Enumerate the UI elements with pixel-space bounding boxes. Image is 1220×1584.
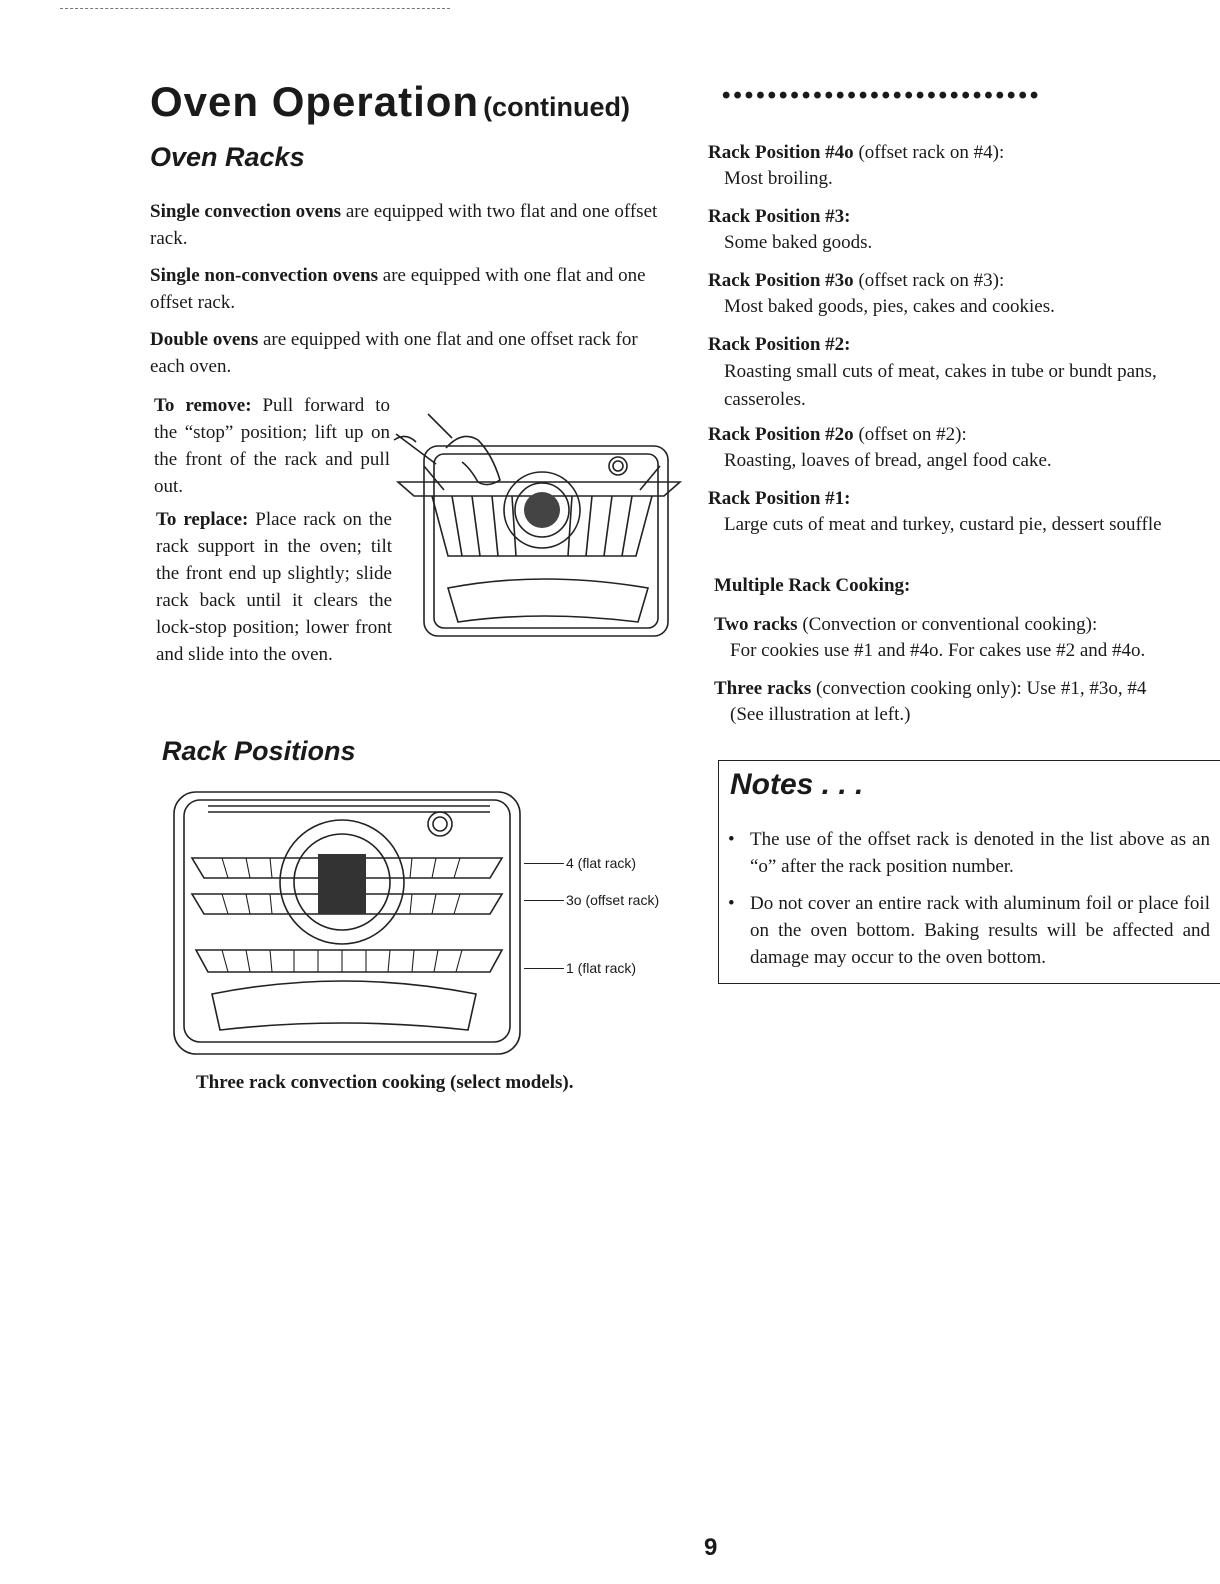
oven-racks-heading: Oven Racks bbox=[150, 142, 305, 172]
title-continued: (continued) bbox=[483, 92, 631, 122]
paragraph-text: are equipped with one flat and one offset rack for each oven. bbox=[150, 329, 638, 377]
leader-line-1 bbox=[524, 968, 564, 969]
bullet-icon: • bbox=[728, 893, 735, 914]
paragraph-bold: Single convection ovens bbox=[150, 201, 342, 222]
paragraph-bold: Single non-convection ovens bbox=[150, 265, 379, 286]
title-dot-leader: •••••••••••••••••••••••••••• bbox=[722, 82, 1042, 109]
rack-position-2 bbox=[708, 332, 1220, 414]
page-number: 9 bbox=[704, 1534, 718, 1561]
three-racks bbox=[714, 676, 1220, 728]
two-racks bbox=[714, 612, 1220, 664]
rack-position-desc-cont: casseroles. bbox=[724, 389, 806, 410]
rack-position-note: (offset rack on #3): bbox=[853, 270, 1005, 291]
rack-position-label: Rack Position #3o bbox=[708, 270, 854, 291]
note-item bbox=[728, 826, 1210, 880]
rack-position-desc: Roasting small cuts of meat, cakes in tube or bundt pans, bbox=[724, 361, 1157, 382]
rack-position-label: Rack Position #3: bbox=[708, 206, 851, 227]
multiple-rack-heading: Multiple Rack Cooking: bbox=[714, 575, 911, 596]
rack-position-label: Rack Position #4o bbox=[708, 142, 854, 163]
to-remove-label: To remove: bbox=[154, 395, 252, 416]
rack-position-label: Rack Position #2: bbox=[708, 334, 851, 355]
rack-position-3 bbox=[708, 204, 1220, 256]
note-item bbox=[728, 890, 1210, 971]
label-rack-1: 1 (flat rack) bbox=[566, 960, 637, 976]
two-racks-label: Two racks bbox=[714, 614, 798, 635]
paragraph-double-ovens bbox=[150, 326, 670, 380]
note-text: Do not cover an entire rack with aluminum foil or place foil on the oven bottom. Baking results will be affected and damage may occur to the oven bottom. bbox=[750, 893, 1210, 968]
label-rack-4: 4 (flat rack) bbox=[566, 855, 637, 871]
paragraph-single-convection bbox=[150, 198, 670, 252]
to-replace-label: To replace: bbox=[156, 509, 249, 530]
note-text: The use of the offset rack is denoted in the list above as an “o” after the rack position number. bbox=[750, 829, 1210, 877]
leader-line-4 bbox=[524, 863, 564, 864]
three-racks-note: (convection cooking only): Use #1, #3o, #4 bbox=[811, 678, 1147, 699]
rack-position-3o bbox=[708, 268, 1220, 320]
rack-position-desc: Roasting, loaves of bread, angel food cake. bbox=[724, 450, 1052, 471]
paragraph-single-non-convection bbox=[150, 262, 670, 316]
illustration-caption: Three rack convection cooking (select models). bbox=[196, 1072, 574, 1093]
notes-title: Notes . . . bbox=[730, 768, 864, 801]
to-remove-text: Pull forward to the “stop” position; lift up on the front of the rack and pull out. bbox=[154, 395, 390, 497]
paragraph-text: are equipped with one flat and one offset rack. bbox=[150, 265, 646, 313]
two-racks-note: (Convection or conventional cooking): bbox=[797, 614, 1098, 635]
rack-position-desc: Most baked goods, pies, cakes and cookies. bbox=[724, 296, 1055, 317]
to-replace-text: Place rack on the rack support in the oven; tilt the front end up slightly; slide rack back until it clears the lock-stop position; lower front and slide into the oven. bbox=[156, 509, 392, 665]
bullet-icon: • bbox=[728, 829, 735, 850]
scan-artifact-line bbox=[60, 8, 450, 9]
rack-position-2o bbox=[708, 422, 1220, 474]
rack-position-desc: Some baked goods. bbox=[724, 232, 873, 253]
paragraph-text: are equipped with two flat and one offset rack. bbox=[150, 201, 658, 249]
rack-position-note: (offset on #2): bbox=[853, 424, 967, 445]
to-remove-instructions bbox=[154, 392, 390, 500]
two-racks-desc: For cookies use #1 and #4o. For cakes use #2 and #4o. bbox=[730, 640, 1146, 661]
page-title bbox=[150, 78, 630, 126]
rack-position-4o bbox=[708, 140, 1220, 192]
rack-position-desc: Large cuts of meat and turkey, custard pie, dessert souffle bbox=[724, 514, 1162, 535]
three-racks-label: Three racks bbox=[714, 678, 812, 699]
rack-removal-illustration bbox=[392, 410, 692, 646]
three-rack-illustration bbox=[172, 790, 522, 1056]
leader-line-3o bbox=[524, 900, 564, 901]
rack-position-label: Rack Position #1: bbox=[708, 488, 851, 509]
title-main: Oven Operation bbox=[150, 78, 480, 125]
label-rack-3o: 3o (offset rack) bbox=[566, 892, 660, 908]
rack-positions-heading: Rack Positions bbox=[162, 736, 356, 766]
rack-position-1 bbox=[708, 486, 1220, 538]
three-racks-desc: (See illustration at left.) bbox=[730, 704, 911, 725]
rack-position-note: (offset rack on #4): bbox=[853, 142, 1005, 163]
paragraph-bold: Double ovens bbox=[150, 329, 259, 350]
rack-position-label: Rack Position #2o bbox=[708, 424, 854, 445]
rack-position-desc: Most broiling. bbox=[724, 168, 833, 189]
to-replace-instructions bbox=[156, 506, 392, 668]
